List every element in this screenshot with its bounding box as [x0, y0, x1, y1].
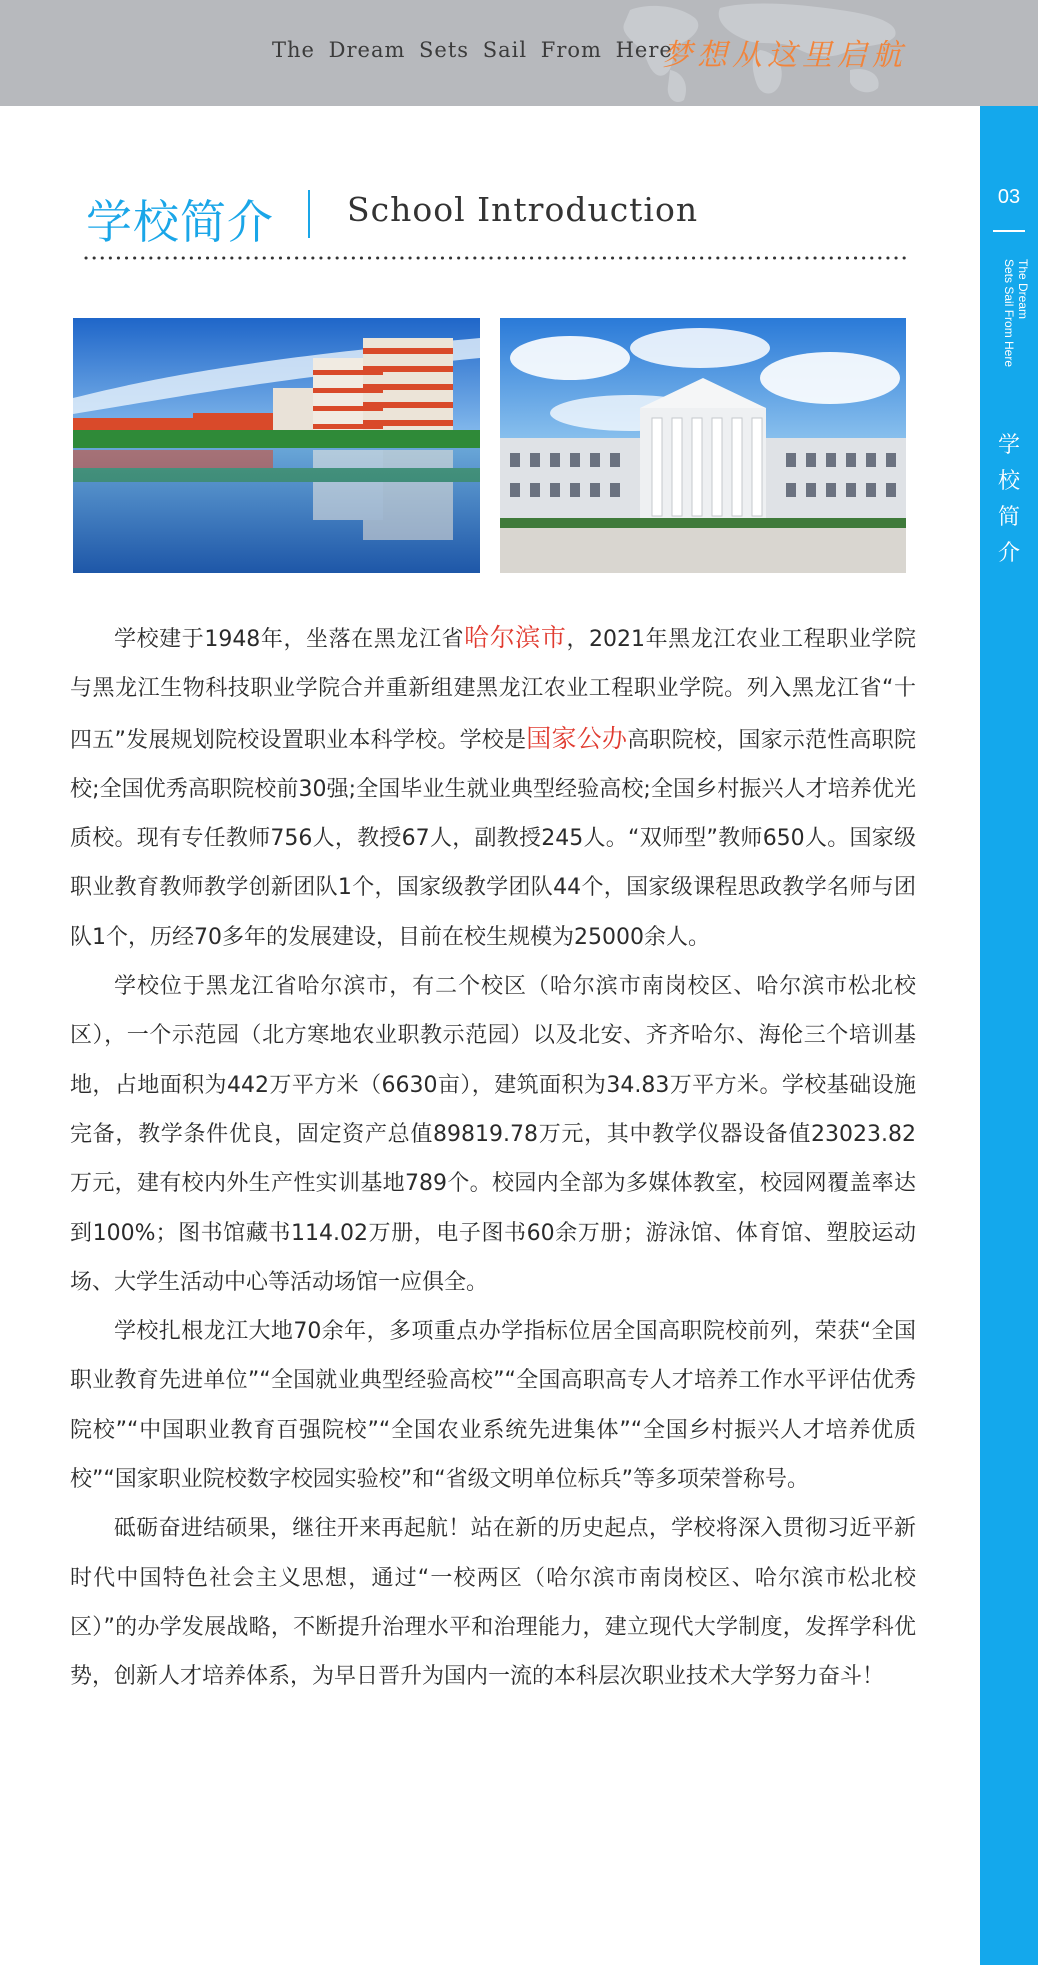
sidebar-english-line2: Sets Sail From Here — [1002, 259, 1016, 368]
header-slogan-chinese: 梦想从这里启航 — [662, 38, 907, 73]
section-title-english: School Introduction — [347, 190, 699, 229]
campus-lake-photo — [73, 318, 480, 573]
sidebar-english-vertical — [990, 259, 1030, 379]
paragraph-honors: 学校扎根龙江大地70余年，多项重点办学指标位居全国高职院校前列，荣获“全国职业教育先进单位”“全国就业典型经验高校”“全国高职高专人才培养工作水平评估优秀院校”“中国职业教育百强院校”“全国农业系统先进集体”“全国乡村振兴人才培养优质校”“国家职业院校数字校园实验校”和“省级文明单位标兵”等多项荣誉称号。 — [70, 1319, 916, 1493]
page-header — [0, 0, 1038, 106]
sidebar-char: 简 — [997, 505, 1020, 530]
sidebar-english-line1: The Dream — [1016, 259, 1030, 320]
sidebar-divider — [993, 230, 1025, 232]
sidebar-section-label — [980, 428, 1038, 572]
paragraph-campus: 学校位于黑龙江省哈尔滨市，有二个校区（哈尔滨市南岗校区、哈尔滨市松北校区），一个示范园（北方寒地农业职教示范园）以及北安、齐齐哈尔、海伦三个培训基地，占地面积为442万平方米（6630亩），建筑面积为34.83万平方米。学校基础设施完备，教学条件优良，固定资产总值89819.78万元，其中教学仪器设备值23023.82万元，建有校内外生产性实训基地789个。校园内全部为多媒体教室，校园网覆盖率达到100%；图书馆藏书114.02万册，电子图书60余万册；游泳馆、体育馆、塑胶运动场、大学生活动中心等活动场馆一应俱全。 — [70, 974, 916, 1295]
main-building-photo — [500, 318, 906, 573]
sidebar-char: 校 — [997, 469, 1020, 494]
header-slogan-english: The Dream Sets Sail From Here — [272, 38, 673, 62]
paragraph-history: 学校建于1948年，坐落在黑龙江省哈尔滨市，2021年黑龙江农业工程职业学院与黑龙江生物科技职业学院合并重新组建黑龙江农业工程职业学院。列入黑龙江省“十四五”发展规划院校设置职业本科学校。学校是国家公办高职院校，国家示范性高职院校;全国优秀高职院校前30强;全国毕业生就业典型经验高校;全国乡村振兴人才培养优光质校。现有专任教师756人，教授67人，副教授245人。“双师型”教师650人。国家级职业教育教师教学创新团队1个，国家级教学团队44个，国家级课程思政教学名师与团队1个，历经70多年的发展建设，目前在校生规模为25000余人。 — [70, 623, 916, 950]
paragraph-future: 砥砺奋进结硕果，继往开来再起航！站在新的历史起点，学校将深入贯彻习近平新时代中国特色社会主义思想，通过“一校两区（哈尔滨市南岗校区、哈尔滨市松北校区）”的办学发展战略，不断提升治理水平和治理能力，建立现代大学制度，发挥学科优势，创新人才培养体系，为早日晋升为国内一流的本科层次职业技术大学努力奋斗！ — [70, 1516, 916, 1690]
introduction-text — [70, 613, 916, 1702]
sidebar-char: 学 — [997, 433, 1020, 458]
title-separator — [308, 190, 310, 238]
sidebar-char: 介 — [997, 541, 1020, 566]
dotted-underline — [84, 255, 906, 261]
highlight-city: 哈尔滨市 — [464, 623, 567, 652]
right-sidebar — [980, 106, 1038, 1965]
section-title-chinese: 学校简介 — [86, 195, 274, 249]
page-number: 03 — [997, 186, 1021, 208]
highlight-public: 国家公办 — [526, 723, 628, 753]
